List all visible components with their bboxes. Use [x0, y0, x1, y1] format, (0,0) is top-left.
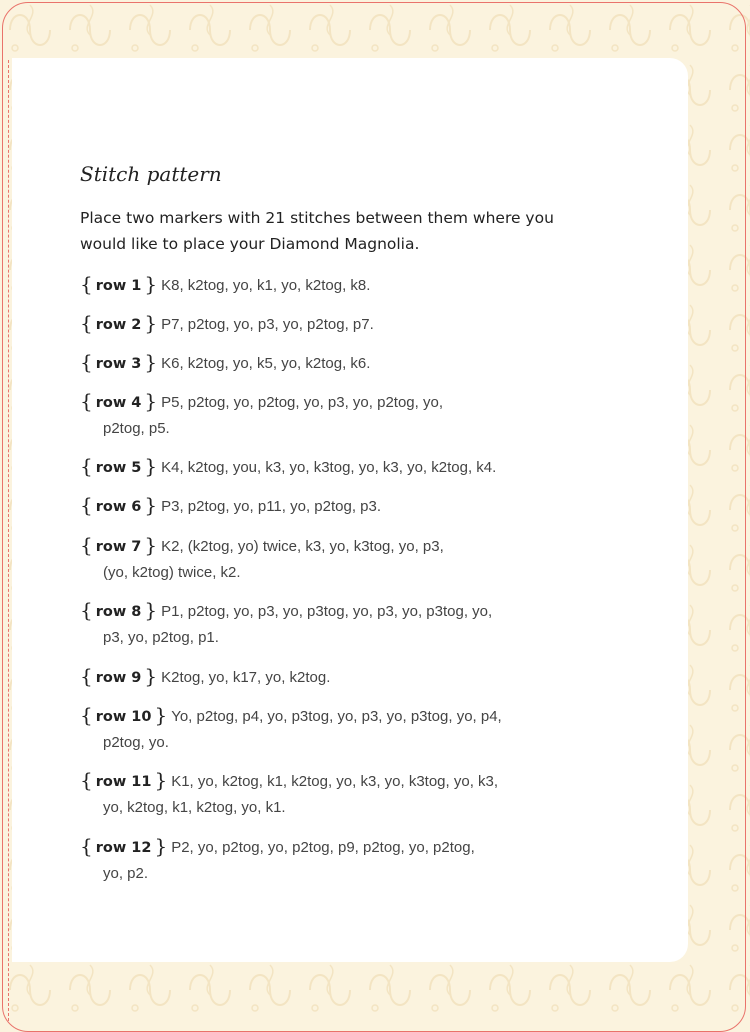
- row-label: [80, 454, 158, 478]
- row-label: [80, 598, 158, 622]
- row-instructions: K8, k2tog, yo, k1, yo, k2tog, k8.: [161, 277, 371, 294]
- row-label: [80, 834, 168, 858]
- row-number: row 5: [95, 460, 142, 476]
- open-brace-icon: {: [80, 598, 93, 622]
- row-label: [80, 493, 158, 517]
- close-brace-icon: }: [144, 533, 158, 557]
- pattern-row: [80, 452, 580, 481]
- row-label: [80, 311, 158, 335]
- row-instructions-continued: p2tog, p5.: [103, 420, 170, 437]
- close-brace-icon: }: [144, 350, 158, 374]
- row-label: [80, 533, 158, 557]
- close-brace-icon: }: [144, 493, 158, 517]
- open-brace-icon: {: [80, 454, 93, 478]
- close-brace-icon: }: [154, 703, 168, 727]
- row-label: [80, 664, 158, 688]
- row-number: row 3: [95, 356, 142, 372]
- open-brace-icon: {: [80, 389, 93, 413]
- row-number: row 4: [95, 395, 142, 411]
- row-instructions: P3, p2tog, yo, p11, yo, p2tog, p3.: [161, 498, 382, 515]
- open-brace-icon: {: [80, 350, 93, 374]
- close-brace-icon: }: [144, 311, 158, 335]
- row-number: row 9: [95, 670, 142, 686]
- row-instructions-continued: p2tog, yo.: [103, 734, 169, 751]
- row-instructions: P1, p2tog, yo, p3, yo, p3tog, yo, p3, yo, p3tog, yo,: [161, 603, 493, 620]
- close-brace-icon: }: [144, 664, 158, 688]
- open-brace-icon: {: [80, 493, 93, 517]
- open-brace-icon: {: [80, 768, 93, 792]
- row-number: row 8: [95, 604, 142, 620]
- pattern-row: [80, 662, 580, 691]
- row-number: row 11: [95, 774, 152, 790]
- close-brace-icon: }: [144, 454, 158, 478]
- row-number: row 2: [95, 317, 142, 333]
- row-label: [80, 272, 158, 296]
- close-brace-icon: }: [154, 834, 168, 858]
- row-instructions: K4, k2tog, you, k3, yo, k3tog, yo, k3, yo, k2tog, k4.: [161, 459, 497, 476]
- pattern-row: [80, 596, 580, 651]
- row-instructions: P2, yo, p2tog, yo, p2tog, p9, p2tog, yo, p2tog,: [171, 839, 475, 856]
- row-instructions-continued: (yo, k2tog) twice, k2.: [103, 564, 241, 581]
- intro-text: Place two markers with 21 stitches between them where you would like to place your Diamond Magnolia.: [80, 209, 554, 253]
- row-number: row 12: [95, 840, 152, 856]
- open-brace-icon: {: [80, 272, 93, 296]
- pattern-row: [80, 701, 580, 756]
- close-brace-icon: }: [144, 389, 158, 413]
- row-instructions: K1, yo, k2tog, k1, k2tog, yo, k3, yo, k3tog, yo, k3,: [171, 773, 499, 790]
- pattern-row: [80, 766, 580, 821]
- row-instructions: K2tog, yo, k17, yo, k2tog.: [161, 669, 331, 686]
- row-label: [80, 768, 168, 792]
- open-brace-icon: {: [80, 664, 93, 688]
- pattern-row: [80, 309, 580, 338]
- close-brace-icon: }: [144, 272, 158, 296]
- row-number: row 10: [95, 709, 152, 725]
- pattern-row: [80, 491, 580, 520]
- row-instructions: Yo, p2tog, p4, yo, p3tog, yo, p3, yo, p3tog, yo, p4,: [171, 708, 502, 725]
- close-brace-icon: }: [144, 598, 158, 622]
- open-brace-icon: {: [80, 703, 93, 727]
- pattern-row: [80, 832, 580, 887]
- open-brace-icon: {: [80, 834, 93, 858]
- row-label: [80, 350, 158, 374]
- row-instructions-continued: p3, yo, p2tog, p1.: [103, 629, 219, 646]
- row-label: [80, 389, 158, 413]
- open-brace-icon: {: [80, 311, 93, 335]
- page-heading: Stitch pattern: [80, 162, 222, 186]
- row-number: row 7: [95, 539, 142, 555]
- row-instructions: P7, p2tog, yo, p3, yo, p2tog, p7.: [161, 316, 374, 333]
- row-instructions-continued: yo, p2.: [103, 865, 149, 882]
- row-instructions: P5, p2tog, yo, p2tog, yo, p3, yo, p2tog, yo,: [161, 394, 443, 411]
- row-instructions-continued: yo, k2tog, k1, k2tog, yo, k1.: [103, 799, 286, 816]
- pattern-row: [80, 531, 580, 586]
- open-brace-icon: {: [80, 533, 93, 557]
- row-instructions: K2, (k2tog, yo) twice, k3, yo, k3tog, yo, p3,: [161, 538, 444, 555]
- row-instructions: K6, k2tog, yo, k5, yo, k2tog, k6.: [161, 355, 371, 372]
- row-number: row 1: [95, 278, 142, 294]
- pattern-row: [80, 387, 580, 442]
- pattern-row: [80, 270, 580, 299]
- cut-line: [8, 60, 9, 1021]
- pattern-row: [80, 348, 580, 377]
- close-brace-icon: }: [154, 768, 168, 792]
- row-label: [80, 703, 168, 727]
- row-number: row 6: [95, 499, 142, 515]
